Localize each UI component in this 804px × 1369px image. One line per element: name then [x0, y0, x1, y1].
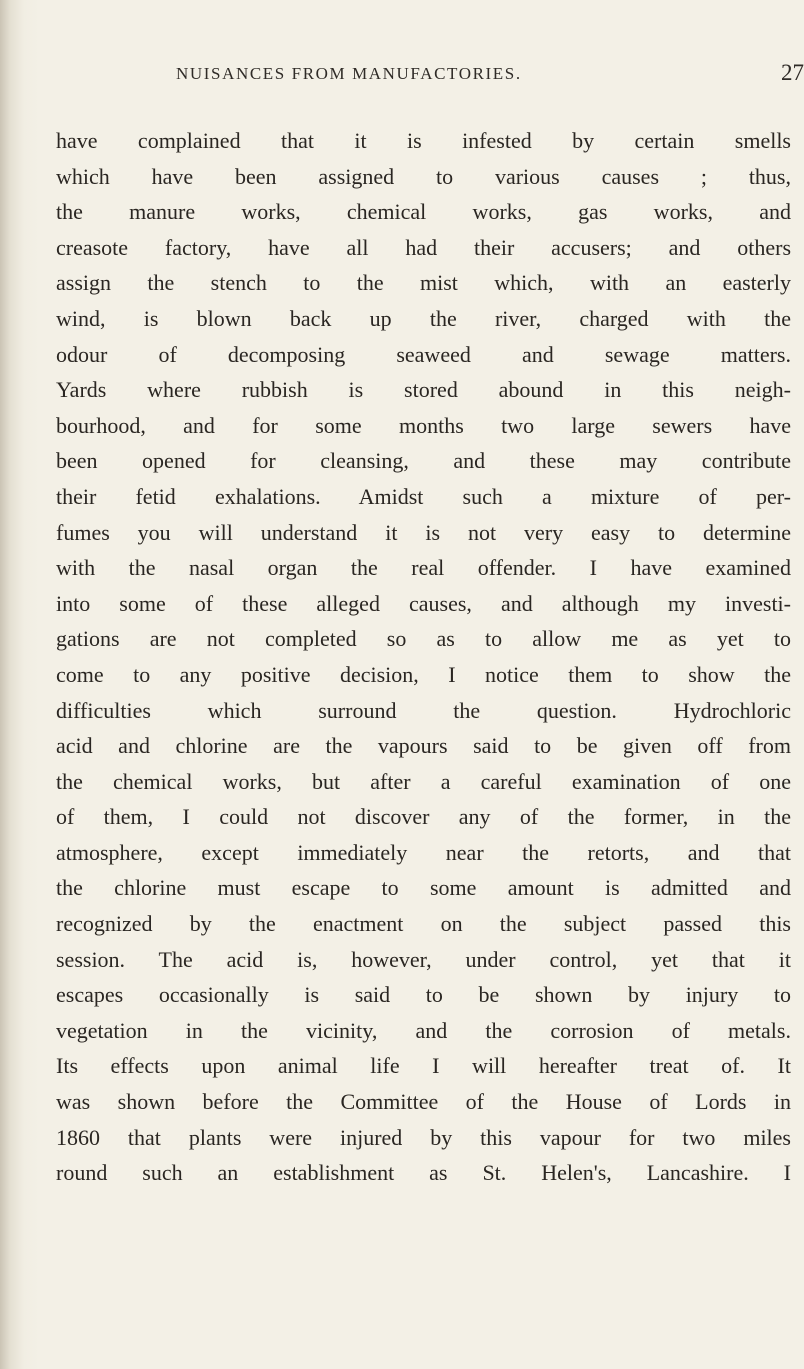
text-line: odour of decomposing seaweed and sewage matters.: [56, 341, 791, 367]
text-line: acid and chlorine are the vapours said to be given off from: [56, 733, 791, 759]
text-line: escapes occasionally is said to be shown by injury to: [56, 982, 791, 1008]
text-line: the chlorine must escape to some amount is admitted and: [56, 875, 791, 901]
text-line: gations are not completed so as to allow me as yet to: [56, 626, 791, 652]
text-line: wind, is blown back up the river, charged with the: [56, 305, 791, 331]
text-line: creasote factory, have all had their accusers; and others: [56, 234, 791, 260]
text-line: 1860 that plants were injured by this vapour for two miles: [56, 1124, 791, 1150]
page-header: [0, 60, 804, 94]
text-line: the manure works, chemical works, gas works, and: [56, 199, 791, 225]
text-line: been opened for cleansing, and these may contribute: [56, 448, 791, 474]
text-line: was shown before the Committee of the House of Lords in: [56, 1089, 791, 1115]
text-line: the chemical works, but after a careful examination of one: [56, 768, 791, 794]
text-line: Its effects upon animal life I will hereafter treat of. It: [56, 1053, 791, 1079]
text-line: which have been assigned to various causes ; thus,: [56, 163, 791, 189]
text-line: assign the stench to the mist which, with an easterly: [56, 270, 791, 296]
text-line: of them, I could not discover any of the former, in the: [56, 804, 791, 830]
text-line: into some of these alleged causes, and although my investi-: [56, 590, 791, 616]
text-line: with the nasal organ the real offender. I have examined: [56, 555, 791, 581]
text-line: round such an establishment as St. Helen's, Lancashire. I: [56, 1160, 791, 1186]
page-number: 27: [781, 60, 804, 85]
text-line: atmosphere, except immediately near the retorts, and that: [56, 839, 791, 865]
text-line: have complained that it is infested by certain smells: [56, 128, 791, 153]
text-line: vegetation in the vicinity, and the corrosion of metals.: [56, 1017, 791, 1043]
text-line: come to any positive decision, I notice them to show the: [56, 661, 791, 687]
text-line: recognized by the enactment on the subject passed this: [56, 911, 791, 937]
text-line: their fetid exhalations. Amidst such a mixture of per-: [56, 483, 791, 509]
text-line: difficulties which surround the question. Hydrochloric: [56, 697, 791, 723]
text-line: Yards where rubbish is stored abound in this neigh-: [56, 377, 791, 403]
text-line: bourhood, and for some months two large sewers have: [56, 412, 791, 438]
text-line: fumes you will understand it is not very easy to determine: [56, 519, 791, 545]
text-line: session. The acid is, however, under control, yet that it: [56, 946, 791, 972]
body-text: [56, 123, 791, 1191]
running-head: NUISANCES FROM MANUFACTORIES.: [176, 64, 522, 83]
